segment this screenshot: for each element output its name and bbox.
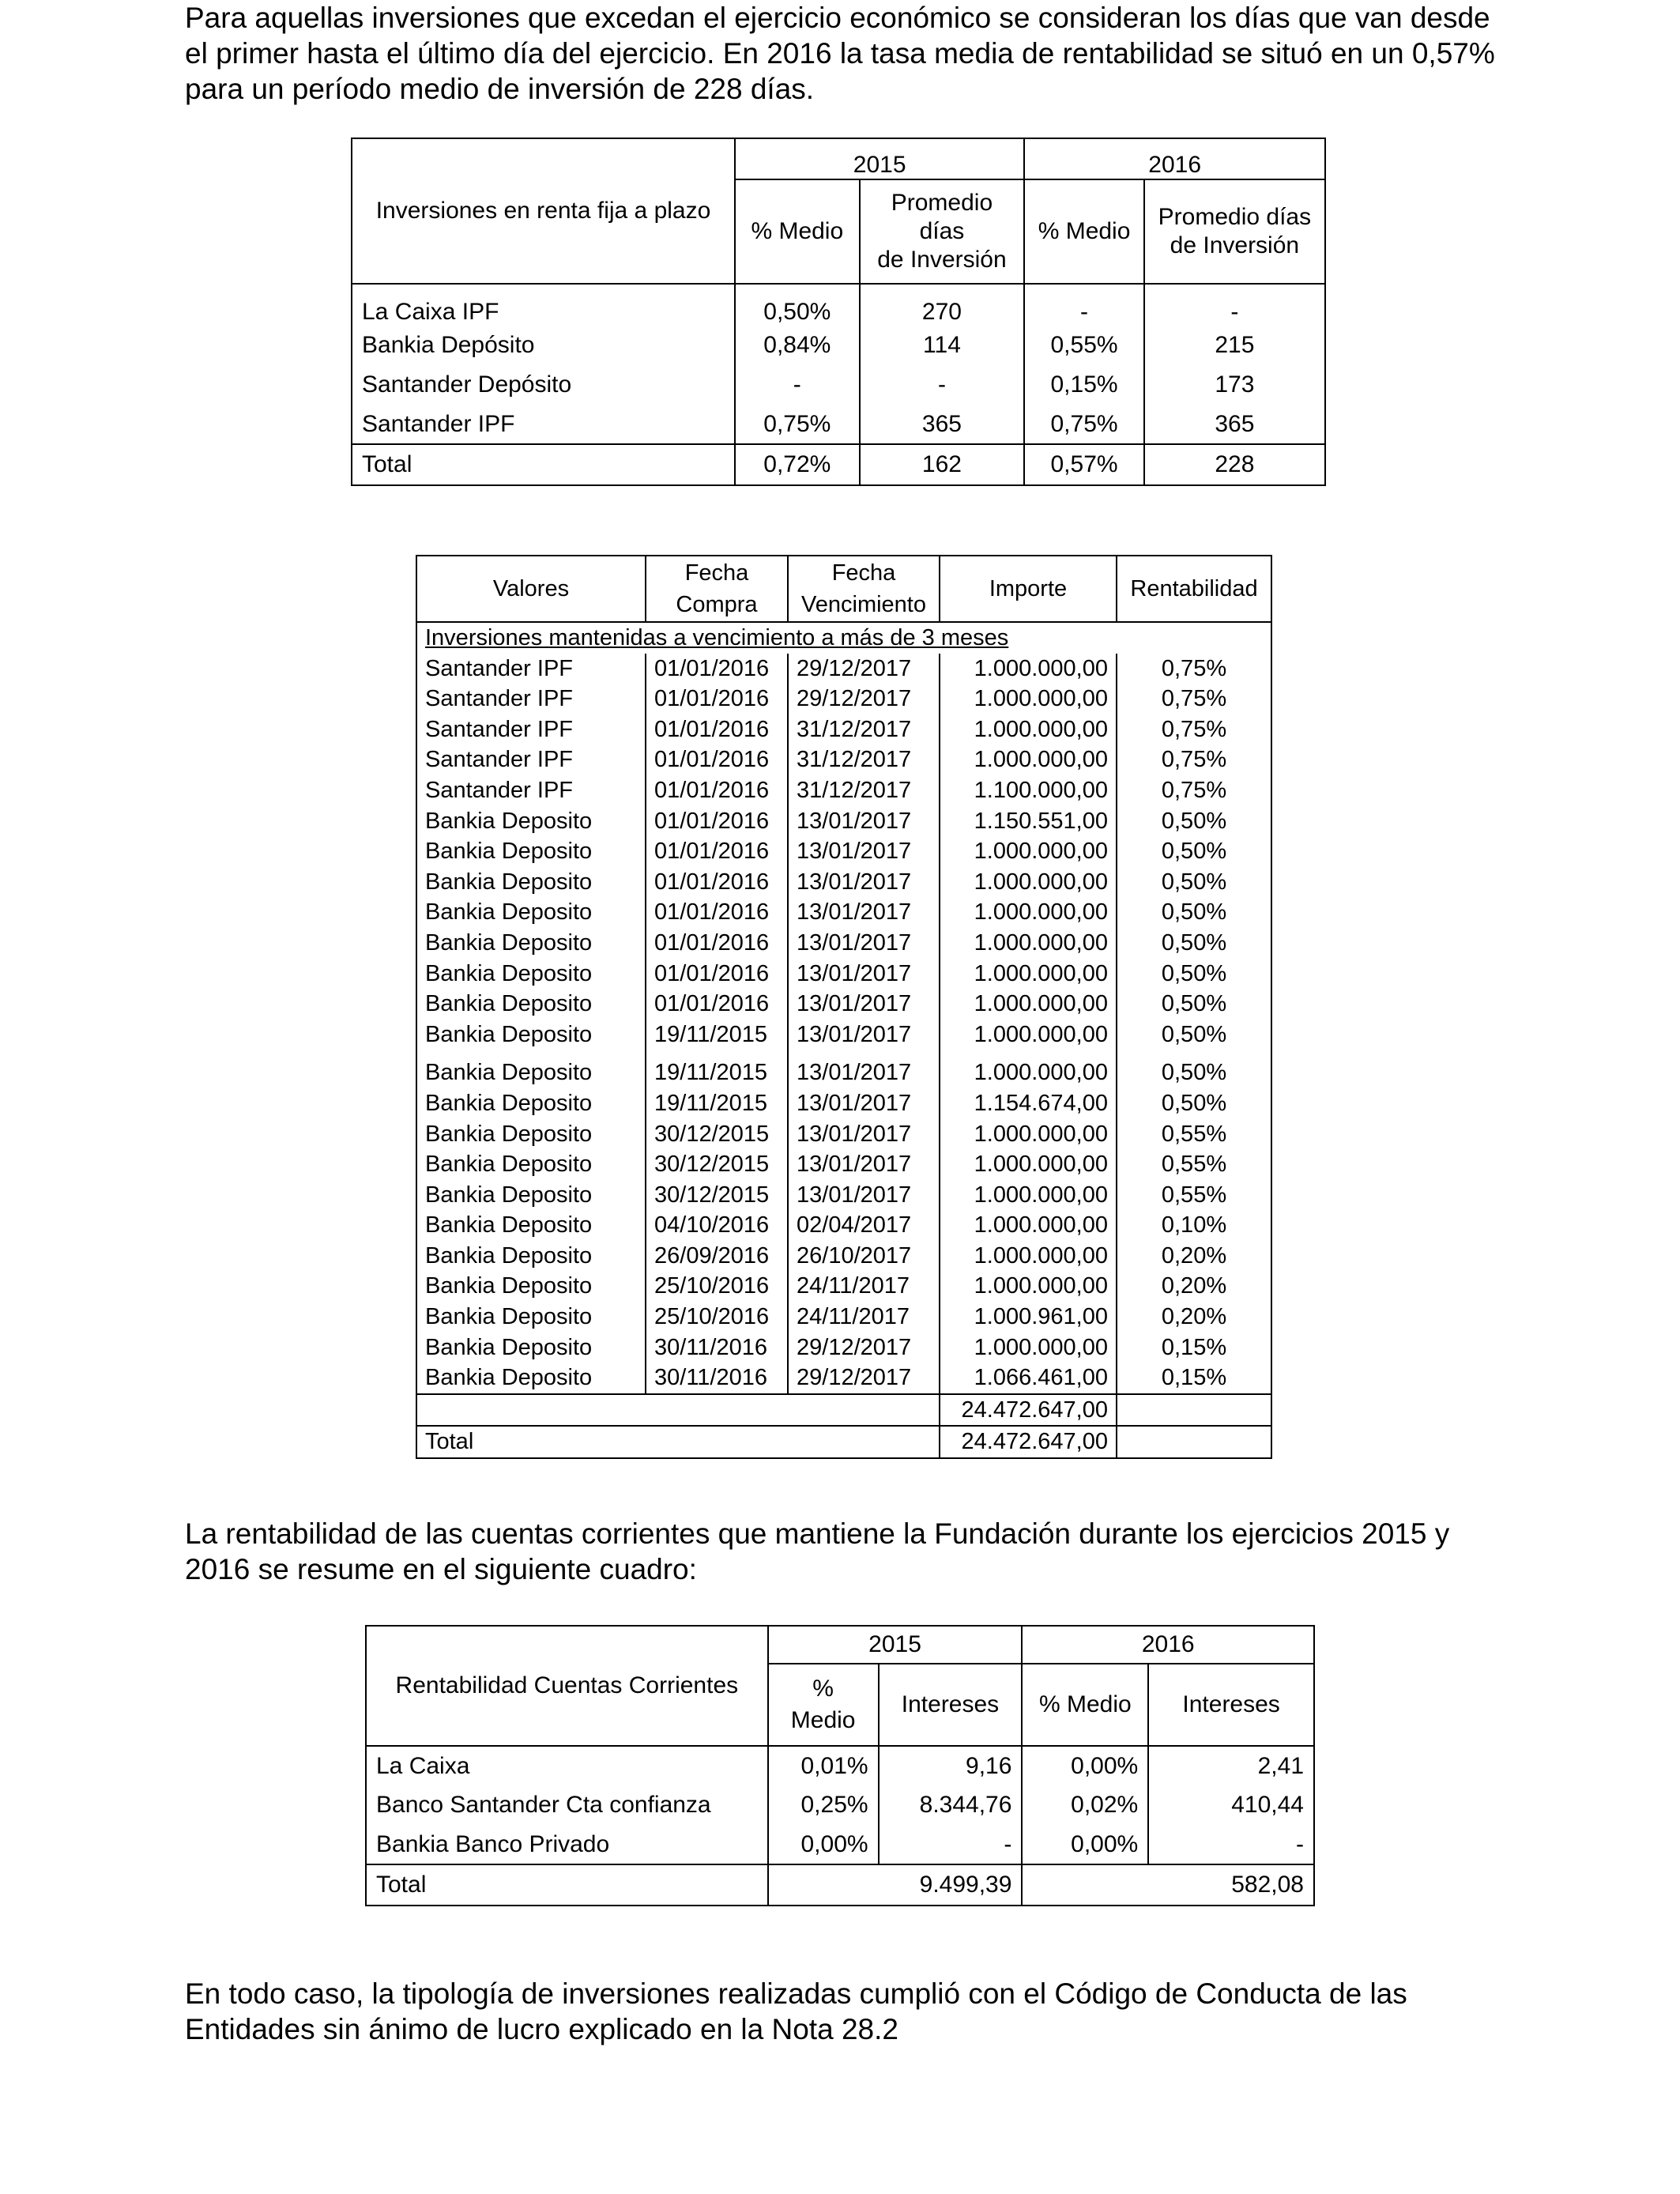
table-row — [416, 1271, 1271, 1302]
valores-table — [416, 555, 1272, 1459]
subtotal-value: 24.472.647,00 — [940, 1394, 1117, 1427]
intro-line: Para aquellas inversiones que excedan el ejercicio económico se consideran los días que van desde — [185, 2, 1490, 34]
fecha-compra: 25/10/2016 — [646, 1271, 788, 1302]
renta-fija-total-row — [352, 444, 1325, 485]
valores-total-label: Total — [416, 1426, 940, 1458]
rentabilidad: 0,50% — [1117, 989, 1271, 1020]
fecha-vencimiento: 13/01/2017 — [788, 836, 940, 867]
col-fecha-vencimiento — [788, 556, 940, 622]
fecha-compra: 19/11/2015 — [646, 1020, 788, 1050]
fecha-compra: 04/10/2016 — [646, 1210, 788, 1241]
cuentas-col-intereses-2015: Intereses — [879, 1664, 1023, 1746]
table-row — [416, 806, 1271, 837]
fecha-compra: 01/01/2016 — [646, 928, 788, 959]
cuentas-col-medio-2015 — [768, 1664, 879, 1746]
total-m16: 0,57% — [1024, 444, 1143, 485]
table-row — [416, 684, 1271, 714]
valor-name: Bankia Deposito — [416, 867, 646, 898]
pct-label: % — [812, 1676, 834, 1702]
compra-label: Compra — [676, 592, 758, 617]
valor-name: Bankia Deposito — [416, 1210, 646, 1241]
fecha-compra: 26/09/2016 — [646, 1241, 788, 1272]
table-row — [416, 867, 1271, 898]
valores-total-value: 24.472.647,00 — [940, 1426, 1117, 1458]
investment-name: Santander Depósito — [352, 365, 735, 405]
table-row — [416, 836, 1271, 867]
section-title: Inversiones mantenidas a vencimiento a más de 3 meses — [416, 622, 1271, 654]
medio-2016: 0,02% — [1022, 1785, 1148, 1825]
valor-name: Bankia Deposito — [416, 1180, 646, 1211]
fecha-compra: 30/11/2016 — [646, 1363, 788, 1394]
valor-name: Bankia Deposito — [416, 836, 646, 867]
intereses-2015: - — [879, 1825, 1023, 1864]
fecha-label: Fecha — [684, 560, 749, 586]
valor-name: Bankia Deposito — [416, 1020, 646, 1050]
dias-2016: 173 — [1144, 365, 1325, 405]
cuenta-name: Banco Santander Cta confianza — [366, 1785, 768, 1825]
importe: 1.000.000,00 — [940, 897, 1117, 928]
fecha-vencimiento: 13/01/2017 — [788, 806, 940, 837]
table-row — [416, 897, 1271, 928]
fecha-compra: 01/01/2016 — [646, 775, 788, 806]
table-row — [366, 1746, 1314, 1785]
fecha-compra: 01/01/2016 — [646, 989, 788, 1020]
medio-2016: 0,75% — [1024, 405, 1143, 444]
fecha-vencimiento: 13/01/2017 — [788, 928, 940, 959]
subtotal-spacer — [416, 1394, 940, 1427]
col-importe: Importe — [940, 556, 1117, 622]
table-row — [416, 714, 1271, 745]
cuenta-name: La Caixa — [366, 1746, 768, 1785]
fecha-vencimiento: 13/01/2017 — [788, 1050, 940, 1088]
table-row — [366, 1825, 1314, 1864]
fecha-vencimiento: 13/01/2017 — [788, 867, 940, 898]
table-row — [416, 1333, 1271, 1363]
intereses-2015: 8.344,76 — [879, 1785, 1023, 1825]
importe: 1.000.000,00 — [940, 1241, 1117, 1272]
rentabilidad: 0,55% — [1117, 1180, 1271, 1211]
cuentas-total-label: Total — [366, 1864, 768, 1906]
fecha-vencimiento: 31/12/2017 — [788, 714, 940, 745]
valor-name: Bankia Deposito — [416, 1119, 646, 1150]
dias-2015: 114 — [860, 326, 1025, 365]
investment-name: Santander IPF — [352, 405, 735, 444]
rentabilidad: 0,50% — [1117, 959, 1271, 990]
intro-line: el primer hasta el último día del ejercicio. En 2016 la tasa media de rentabilidad se situó en un 0,57% — [185, 37, 1495, 70]
fecha-compra: 30/12/2015 — [646, 1149, 788, 1180]
valor-name: Bankia Deposito — [416, 1333, 646, 1363]
intereses-2016: - — [1148, 1825, 1314, 1864]
intro-paragraph — [185, 0, 1509, 107]
fecha-vencimiento: 26/10/2017 — [788, 1241, 940, 1272]
fecha-vencimiento: 13/01/2017 — [788, 1180, 940, 1211]
dias-2015: - — [860, 365, 1025, 405]
medio-2016: 0,15% — [1024, 365, 1143, 405]
rentabilidad: 0,15% — [1117, 1363, 1271, 1394]
table-row — [366, 1785, 1314, 1825]
valor-name: Santander IPF — [416, 654, 646, 684]
intereses-2016: 410,44 — [1148, 1785, 1314, 1825]
valor-name: Santander IPF — [416, 745, 646, 775]
intro-line: para un período medio de inversión de 228 días. — [185, 73, 815, 105]
importe: 1.000.000,00 — [940, 714, 1117, 745]
rentabilidad: 0,75% — [1117, 654, 1271, 684]
fecha-vencimiento: 13/01/2017 — [788, 1119, 940, 1150]
fecha-vencimiento: 29/12/2017 — [788, 684, 940, 714]
fecha-vencimiento: 13/01/2017 — [788, 1020, 940, 1050]
dias-2016: 215 — [1144, 326, 1325, 365]
col-promedio-2016 — [1144, 179, 1325, 284]
valor-name: Bankia Deposito — [416, 897, 646, 928]
intereses-2015: 9,16 — [879, 1746, 1023, 1785]
middle-line: La rentabilidad de las cuentas corrientes que mantiene la Fundación durante los ejercicios 2015 y — [185, 1517, 1450, 1550]
rentabilidad: 0,50% — [1117, 1050, 1271, 1088]
importe: 1.000.000,00 — [940, 989, 1117, 1020]
col-medio-2016: % Medio — [1024, 179, 1143, 284]
table-row — [416, 1119, 1271, 1150]
fecha-vencimiento: 24/11/2017 — [788, 1271, 940, 1302]
rentabilidad: 0,55% — [1117, 1119, 1271, 1150]
fecha-vencimiento: 13/01/2017 — [788, 1088, 940, 1119]
importe: 1.000.000,00 — [940, 1333, 1117, 1363]
rentabilidad: 0,20% — [1117, 1271, 1271, 1302]
col-promedio-line1: Promedio días — [1158, 204, 1312, 230]
total-d15: 162 — [860, 444, 1025, 485]
cuentas-total-2015: 9.499,39 — [768, 1864, 1023, 1906]
total-m15: 0,72% — [735, 444, 860, 485]
subtotal-empty — [1117, 1394, 1271, 1427]
medio-2016: - — [1024, 284, 1143, 326]
valor-name: Santander IPF — [416, 775, 646, 806]
dias-2016: - — [1144, 284, 1325, 326]
fecha-vencimiento: 02/04/2017 — [788, 1210, 940, 1241]
fecha-vencimiento: 13/01/2017 — [788, 1149, 940, 1180]
rentabilidad: 0,75% — [1117, 684, 1271, 714]
fecha-compra: 01/01/2016 — [646, 684, 788, 714]
importe: 1.000.000,00 — [940, 836, 1117, 867]
table-row — [416, 928, 1271, 959]
fecha-vencimiento: 13/01/2017 — [788, 959, 940, 990]
cuentas-total-2016: 582,08 — [1022, 1864, 1314, 1906]
cuentas-header: Rentabilidad Cuentas Corrientes — [366, 1626, 768, 1746]
fecha-compra: 01/01/2016 — [646, 806, 788, 837]
medio-label: Medio — [790, 1707, 856, 1733]
cuentas-col-medio-2016: % Medio — [1022, 1664, 1148, 1746]
col-fecha-compra — [646, 556, 788, 622]
valor-name: Bankia Deposito — [416, 1363, 646, 1394]
importe: 1.066.461,00 — [940, 1363, 1117, 1394]
valor-name: Bankia Deposito — [416, 989, 646, 1020]
medio-2015: 0,75% — [735, 405, 860, 444]
investment-name: Bankia Depósito — [352, 326, 735, 365]
fecha-compra: 01/01/2016 — [646, 897, 788, 928]
fecha-compra: 01/01/2016 — [646, 745, 788, 775]
valor-name: Bankia Deposito — [416, 1149, 646, 1180]
table-row — [352, 405, 1325, 444]
fecha-compra: 01/01/2016 — [646, 654, 788, 684]
fecha-compra: 30/11/2016 — [646, 1333, 788, 1363]
table-row — [352, 326, 1325, 365]
importe: 1.000.000,00 — [940, 1020, 1117, 1050]
medio-2015: 0,01% — [768, 1746, 879, 1785]
fecha-compra: 01/01/2016 — [646, 714, 788, 745]
importe: 1.000.000,00 — [940, 1050, 1117, 1088]
table-row — [416, 1180, 1271, 1211]
total-empty — [1117, 1426, 1271, 1458]
intereses-2016: 2,41 — [1148, 1746, 1314, 1785]
table-row — [416, 989, 1271, 1020]
fecha-compra: 01/01/2016 — [646, 959, 788, 990]
rentabilidad: 0,75% — [1117, 775, 1271, 806]
medio-2015: 0,50% — [735, 284, 860, 326]
importe: 1.000.000,00 — [940, 1119, 1117, 1150]
rentabilidad: 0,50% — [1117, 897, 1271, 928]
fecha-compra: 30/12/2015 — [646, 1180, 788, 1211]
fecha-vencimiento: 13/01/2017 — [788, 989, 940, 1020]
rentabilidad: 0,50% — [1117, 1088, 1271, 1119]
importe: 1.154.674,00 — [940, 1088, 1117, 1119]
fecha-compra: 30/12/2015 — [646, 1119, 788, 1150]
valor-name: Santander IPF — [416, 684, 646, 714]
fecha-vencimiento: 31/12/2017 — [788, 775, 940, 806]
rentabilidad: 0,20% — [1117, 1302, 1271, 1333]
table-row — [416, 775, 1271, 806]
closing-paragraph — [185, 1976, 1509, 2047]
col-promedio-line1: Promedio días — [891, 190, 993, 244]
col-medio-2015: % Medio — [735, 179, 860, 284]
table-row — [416, 1241, 1271, 1272]
rentabilidad: 0,50% — [1117, 1020, 1271, 1050]
rentabilidad: 0,50% — [1117, 867, 1271, 898]
rentabilidad: 0,50% — [1117, 928, 1271, 959]
importe: 1.000.000,00 — [940, 867, 1117, 898]
fecha-compra: 19/11/2015 — [646, 1050, 788, 1088]
table-row — [416, 1088, 1271, 1119]
medio-2015: 0,84% — [735, 326, 860, 365]
importe: 1.000.000,00 — [940, 1180, 1117, 1211]
rentabilidad: 0,50% — [1117, 836, 1271, 867]
valor-name: Santander IPF — [416, 714, 646, 745]
importe: 1.000.000,00 — [940, 1271, 1117, 1302]
importe: 1.100.000,00 — [940, 775, 1117, 806]
fecha-compra: 19/11/2015 — [646, 1088, 788, 1119]
table-row — [416, 1149, 1271, 1180]
col-promedio-line2: de Inversión — [1170, 232, 1300, 258]
cuentas-year-2015: 2015 — [768, 1626, 1023, 1664]
medio-2015: 0,00% — [768, 1825, 879, 1864]
fecha-vencimiento: 29/12/2017 — [788, 1363, 940, 1394]
importe: 1.150.551,00 — [940, 806, 1117, 837]
table-row — [416, 1363, 1271, 1394]
rentabilidad: 0,75% — [1117, 745, 1271, 775]
rentabilidad: 0,20% — [1117, 1241, 1271, 1272]
table-row — [416, 1050, 1271, 1088]
rentabilidad: 0,10% — [1117, 1210, 1271, 1241]
rentabilidad: 0,15% — [1117, 1333, 1271, 1363]
middle-paragraph — [185, 1516, 1509, 1587]
middle-line: 2016 se resume en el siguiente cuadro: — [185, 1553, 697, 1585]
fecha-label: Fecha — [831, 560, 896, 586]
table-row — [352, 284, 1325, 326]
table-row — [416, 745, 1271, 775]
importe: 1.000.000,00 — [940, 684, 1117, 714]
cuentas-total-row — [366, 1864, 1314, 1906]
valor-name: Bankia Deposito — [416, 1050, 646, 1088]
table-row — [416, 1302, 1271, 1333]
importe: 1.000.000,00 — [940, 745, 1117, 775]
importe: 1.000.000,00 — [940, 1149, 1117, 1180]
valor-name: Bankia Deposito — [416, 959, 646, 990]
dias-2016: 365 — [1144, 405, 1325, 444]
fecha-vencimiento: 24/11/2017 — [788, 1302, 940, 1333]
importe: 1.000.000,00 — [940, 928, 1117, 959]
importe: 1.000.000,00 — [940, 654, 1117, 684]
rentabilidad: 0,55% — [1117, 1149, 1271, 1180]
rentabilidad: 0,75% — [1117, 714, 1271, 745]
dias-2015: 365 — [860, 405, 1025, 444]
importe: 1.000.000,00 — [940, 959, 1117, 990]
medio-2016: 0,00% — [1022, 1825, 1148, 1864]
rentabilidad: 0,50% — [1117, 806, 1271, 837]
col-rentabilidad: Rentabilidad — [1117, 556, 1271, 622]
medio-2016: 0,00% — [1022, 1746, 1148, 1785]
table-row — [352, 365, 1325, 405]
importe: 1.000.000,00 — [940, 1210, 1117, 1241]
fecha-vencimiento: 29/12/2017 — [788, 654, 940, 684]
table-row — [416, 959, 1271, 990]
cuentas-col-intereses-2016: Intereses — [1148, 1664, 1314, 1746]
valor-name: Bankia Deposito — [416, 1088, 646, 1119]
year-2015-header: 2015 — [735, 138, 1024, 179]
year-2016-header: 2016 — [1024, 138, 1325, 179]
fecha-vencimiento: 13/01/2017 — [788, 897, 940, 928]
cuenta-name: Bankia Banco Privado — [366, 1825, 768, 1864]
medio-2015: 0,25% — [768, 1785, 879, 1825]
valor-name: Bankia Deposito — [416, 1271, 646, 1302]
renta-fija-header: Inversiones en renta fija a plazo — [352, 138, 735, 284]
fecha-vencimiento: 29/12/2017 — [788, 1333, 940, 1363]
medio-2015: - — [735, 365, 860, 405]
valor-name: Bankia Deposito — [416, 1302, 646, 1333]
total-label: Total — [352, 444, 735, 485]
dias-2015: 270 — [860, 284, 1025, 326]
vencimiento-label: Vencimiento — [801, 592, 926, 617]
table-row — [416, 1210, 1271, 1241]
fecha-compra: 25/10/2016 — [646, 1302, 788, 1333]
renta-fija-table — [351, 138, 1326, 486]
importe: 1.000.961,00 — [940, 1302, 1117, 1333]
table-row — [416, 1020, 1271, 1050]
cuentas-table — [365, 1625, 1315, 1906]
col-promedio-line2: de Inversión — [877, 247, 1007, 273]
valor-name: Bankia Deposito — [416, 928, 646, 959]
closing-line: En todo caso, la tipología de inversiones realizadas cumplió con el Código de Conducta de las — [185, 1977, 1407, 2010]
fecha-compra: 01/01/2016 — [646, 836, 788, 867]
valor-name: Bankia Deposito — [416, 1241, 646, 1272]
investment-name: La Caixa IPF — [352, 284, 735, 326]
fecha-vencimiento: 31/12/2017 — [788, 745, 940, 775]
medio-2016: 0,55% — [1024, 326, 1143, 365]
col-promedio-2015 — [860, 179, 1025, 284]
valor-name: Bankia Deposito — [416, 806, 646, 837]
closing-line: Entidades sin ánimo de lucro explicado en la Nota 28.2 — [185, 2013, 898, 2045]
table-row — [416, 654, 1271, 684]
col-valores: Valores — [416, 556, 646, 622]
fecha-compra: 01/01/2016 — [646, 867, 788, 898]
cuentas-year-2016: 2016 — [1022, 1626, 1314, 1664]
total-d16: 228 — [1144, 444, 1325, 485]
